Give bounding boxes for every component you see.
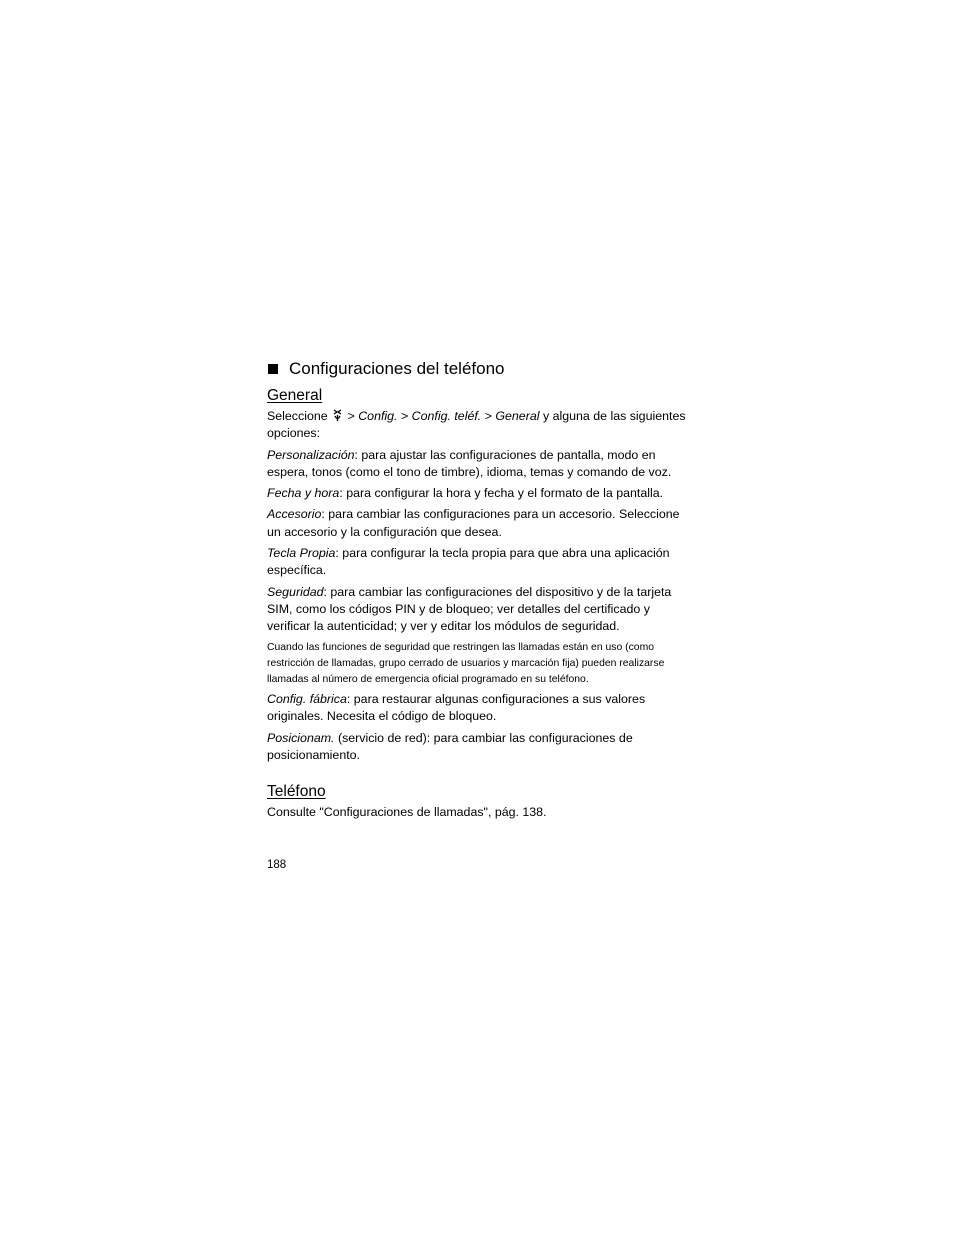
- option-item: [267, 691, 687, 726]
- path-separator: >: [484, 409, 492, 423]
- section-title-text: Configuraciones del teléfono: [289, 359, 505, 378]
- option-term: Personalización: [267, 447, 355, 462]
- option-text: (servicio de red): para cambiar las configuraciones de posicionamiento.: [267, 730, 633, 763]
- option-term: Config. fábrica: [267, 692, 347, 707]
- option-text: : para cambiar las configuraciones para un accesorio. Seleccione un accesorio y la configuración que desea.: [267, 507, 680, 539]
- menu-key-icon: [332, 409, 343, 422]
- option-term: Tecla Propia: [267, 546, 336, 561]
- document-page: [267, 358, 687, 826]
- option-item: [267, 584, 687, 636]
- path-general: General: [495, 409, 540, 423]
- option-text: : para configurar la tecla propia para que abra una aplicación específica.: [267, 546, 670, 578]
- intro-select-text: Seleccione: [267, 409, 328, 423]
- intro-rest-text: y alguna de las siguientes opciones:: [267, 409, 686, 441]
- telefono-text: Consulte "Configuraciones de llamadas", pág. 138.: [267, 805, 547, 820]
- telefono-heading: Teléfono: [267, 783, 326, 801]
- security-note: Cuando las funciones de seguridad que restringen las llamadas están en uso (como restricción de llamadas, grupo cerrado de usuarios y marcación fija) pueden realizarse llamadas al número de emergencia oficial programado en su teléfono.: [267, 641, 665, 685]
- square-bullet-icon: [268, 364, 278, 374]
- option-item: [267, 506, 687, 541]
- option-text: : para restaurar algunas configuraciones a sus valores originales. Necesita el código de bloqueo.: [267, 692, 646, 724]
- option-item: [267, 485, 687, 502]
- path-separator: >: [347, 409, 355, 423]
- option-item: [267, 447, 687, 482]
- option-text: : para ajustar las configuraciones de pantalla, modo en espera, tonos (como el tono de timbre), idioma, temas y comando de voz.: [267, 447, 672, 479]
- option-term: Accesorio: [267, 507, 322, 522]
- option-text: : para configurar la hora y fecha y el formato de la pantalla.: [339, 486, 664, 501]
- option-term: Posicionam.: [267, 730, 335, 745]
- option-item: [267, 545, 687, 580]
- general-heading: General: [267, 387, 323, 404]
- path-config-telef: Config. teléf.: [411, 409, 482, 423]
- path-config: Config.: [358, 409, 398, 423]
- section-title: [267, 358, 687, 380]
- path-separator: >: [400, 409, 409, 423]
- option-term: Seguridad: [267, 584, 324, 599]
- option-term: Fecha y hora: [267, 486, 340, 501]
- page-number: 188: [267, 859, 287, 871]
- general-intro: [267, 408, 687, 443]
- option-text: : para cambiar las configuraciones del dispositivo y de la tarjeta SIM, como los códigos PIN y de bloqueo; ver detalles del certificado y verificar la autenticidad; y ver y editar los módulos de seguridad.: [267, 584, 672, 634]
- option-item: [267, 730, 687, 765]
